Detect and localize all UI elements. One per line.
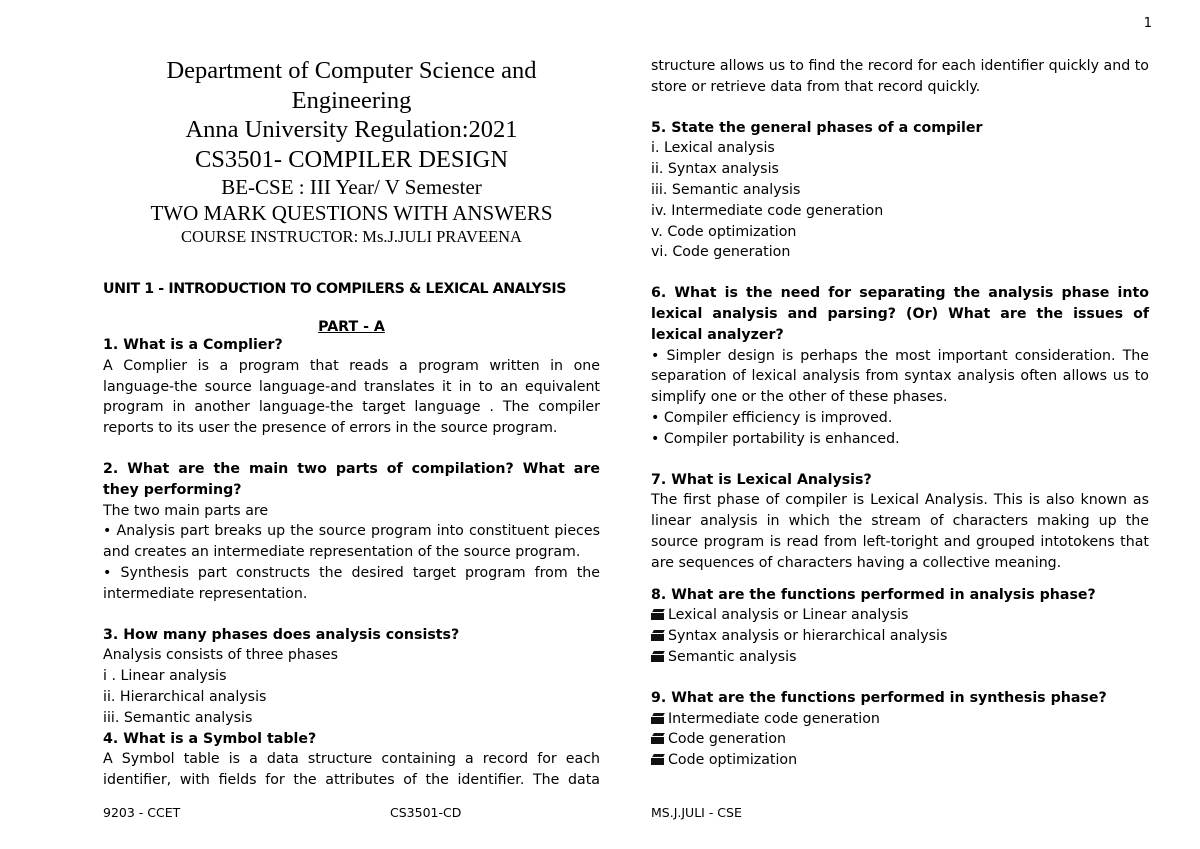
question-2-intro: The two main parts are bbox=[103, 502, 269, 519]
question-8-item-2 bbox=[651, 626, 1149, 647]
footer-left: 9203 - CCET bbox=[103, 805, 181, 820]
question-6-bullet-2 bbox=[651, 408, 1149, 429]
question-9-item-1-text: Intermediate code generation bbox=[668, 710, 880, 727]
question-3-item-3: iii. Semantic analysis bbox=[103, 709, 253, 726]
question-3 bbox=[103, 625, 600, 729]
question-6-bullet-3-text: Compiler portability is enhanced. bbox=[663, 430, 900, 447]
clapperboard-icon bbox=[651, 713, 665, 724]
header-line-semester: BE-CSE : III Year/ V Semester bbox=[221, 175, 482, 199]
unit-title: UNIT 1 - INTRODUCTION TO COMPILERS & LEXICAL ANALYSIS bbox=[103, 281, 567, 297]
question-9-item-2-text: Code generation bbox=[668, 731, 786, 748]
question-7 bbox=[651, 470, 1149, 574]
question-4-title: 4. What is a Symbol table? bbox=[103, 730, 317, 747]
question-2-title: 2. What are the main two parts of compilation? What are they performing? bbox=[103, 460, 600, 498]
header-line-course: CS3501- COMPILER DESIGN bbox=[194, 145, 509, 173]
question-5-item-1: i. Lexical analysis bbox=[651, 140, 775, 157]
question-7-answer: The first phase of compiler is Lexical Analysis. This is also known as linear analysis in which the stream of characters making up the source program is read from left-toright and grouped intotokens that are sequences of characters having a collective meaning. bbox=[651, 492, 1149, 571]
question-6-bullet-2-text: Compiler efficiency is improved. bbox=[663, 409, 893, 426]
clapperboard-icon bbox=[651, 754, 665, 765]
question-1 bbox=[103, 335, 600, 439]
clapperboard-icon bbox=[651, 651, 665, 662]
left-column bbox=[103, 56, 600, 791]
question-8-item-1 bbox=[651, 605, 1149, 626]
question-5-item-2: ii. Syntax analysis bbox=[651, 161, 779, 178]
part-title: PART - A bbox=[318, 319, 385, 335]
question-2-bullet-2 bbox=[103, 563, 600, 605]
question-5-item-3: iii. Semantic analysis bbox=[651, 181, 801, 198]
header-line-two-mark: TWO MARK QUESTIONS WITH ANSWERS bbox=[150, 201, 553, 225]
question-6 bbox=[651, 283, 1149, 449]
page-number: 1 bbox=[1143, 16, 1152, 31]
header-line-regulation: Anna University Regulation:2021 bbox=[185, 116, 518, 143]
question-2-bullet-1 bbox=[103, 521, 600, 563]
question-8 bbox=[651, 585, 1149, 668]
question-9-title: 9. What are the functions performed in synthesis phase? bbox=[651, 689, 1107, 706]
question-8-item-1-text: Lexical analysis or Linear analysis bbox=[668, 607, 909, 624]
question-6-bullet-1-text: Simpler design is perhaps the most important consideration. The separation of lexical analysis from syntax analysis often allows us to simplify one or the other of these phases. bbox=[651, 347, 1149, 406]
question-3-item-2: ii. Hierarchical analysis bbox=[103, 688, 267, 705]
clapperboard-icon bbox=[651, 733, 665, 744]
question-2-bullet-2-text: Synthesis part constructs the desired target program from the intermediate representation. bbox=[103, 564, 600, 602]
question-2 bbox=[103, 459, 600, 605]
question-7-title: 7. What is Lexical Analysis? bbox=[651, 471, 872, 488]
question-3-item-1: i . Linear analysis bbox=[103, 668, 227, 685]
question-1-title: 1. What is a Complier? bbox=[103, 337, 283, 353]
right-column bbox=[651, 56, 1149, 771]
header-line-department: Department of Computer Science and bbox=[166, 57, 537, 84]
question-9-item-3 bbox=[651, 750, 1149, 771]
question-8-item-2-text: Syntax analysis or hierarchical analysis bbox=[668, 628, 948, 645]
question-5-item-6: vi. Code generation bbox=[651, 244, 791, 261]
question-5-item-5: v. Code optimization bbox=[651, 223, 797, 240]
footer-right: MS.J.JULI - CSE bbox=[651, 805, 742, 820]
question-9 bbox=[651, 688, 1149, 771]
document-header bbox=[103, 56, 600, 248]
question-5-item-4: iv. Intermediate code generation bbox=[651, 202, 884, 219]
clapperboard-icon bbox=[651, 630, 665, 641]
question-5 bbox=[651, 118, 1149, 264]
question-4-answer-part-2: structure allows us to find the record for each identifier quickly and to store or retrieve data from that record quickly. bbox=[651, 58, 1149, 95]
question-9-item-1 bbox=[651, 709, 1149, 730]
question-3-intro: Analysis consists of three phases bbox=[103, 647, 339, 664]
question-6-bullet-3 bbox=[651, 429, 1149, 450]
question-1-answer: A Complier is a program that reads a program written in one language-the source language-and translates it in to an equivalent program in another language-the target language . The compiler reports to its user the presence of errors in the source program. bbox=[103, 357, 600, 437]
question-6-bullet-1 bbox=[651, 346, 1149, 408]
header-line-instructor: COURSE INSTRUCTOR: Ms.J.JULI PRAVEENA bbox=[181, 227, 522, 246]
header-line-engineering: Engineering bbox=[291, 86, 412, 114]
question-5-title: 5. State the general phases of a compiler bbox=[651, 119, 983, 136]
question-9-item-3-text: Code optimization bbox=[668, 752, 798, 769]
question-8-title: 8. What are the functions performed in analysis phase? bbox=[651, 586, 1096, 603]
clapperboard-icon bbox=[651, 609, 665, 620]
footer-center: CS3501-CD bbox=[390, 805, 462, 820]
question-4 bbox=[103, 729, 600, 791]
question-3-title: 3. How many phases does analysis consists? bbox=[103, 626, 460, 643]
question-4-answer-part-1: A Symbol table is a data structure containing a record for each identifier, with fields for the attributes of the identifier. The data bbox=[103, 751, 600, 789]
question-8-item-3 bbox=[651, 647, 1149, 668]
question-2-bullet-1-text: Analysis part breaks up the source program into constituent pieces and creates an intermediate representation of the source program. bbox=[103, 523, 600, 561]
question-8-item-3-text: Semantic analysis bbox=[668, 648, 797, 665]
question-9-item-2 bbox=[651, 729, 1149, 750]
question-6-title: 6. What is the need for separating the analysis phase into lexical analysis and parsing? (Or) What are the issues of lexical analyzer? bbox=[651, 285, 1149, 343]
